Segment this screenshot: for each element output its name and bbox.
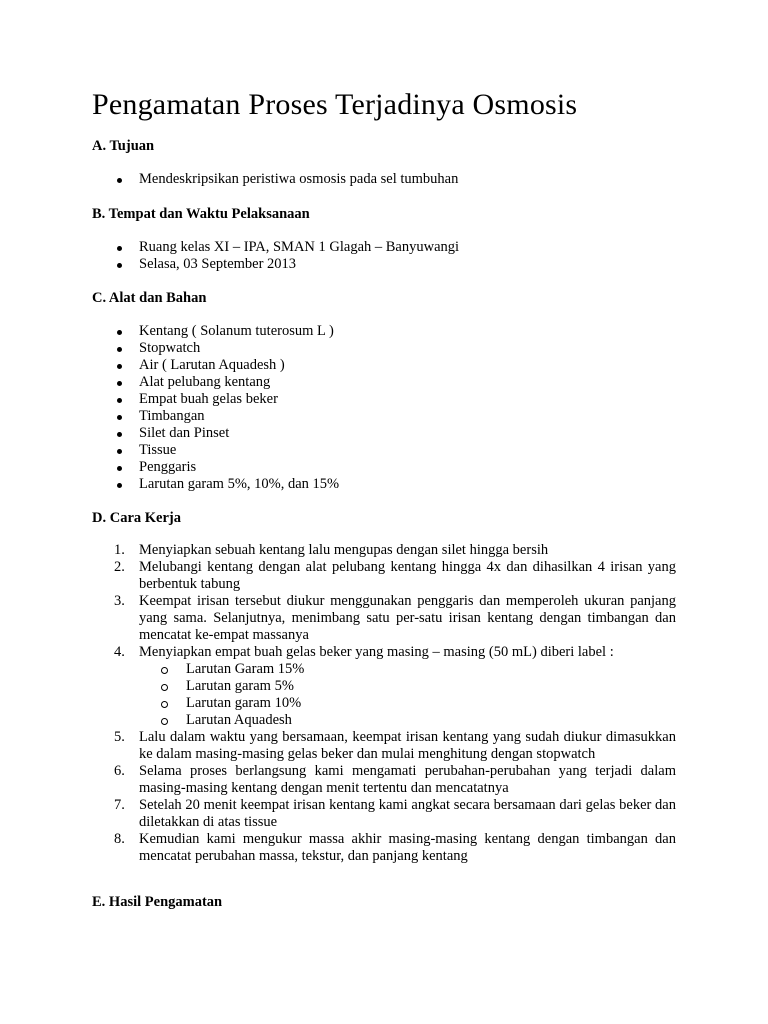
bullet-icon: [117, 246, 122, 251]
list-item: Kentang ( Solanum tuterosum L ): [92, 323, 339, 340]
step-text: Lalu dalam waktu yang bersamaan, keempat irisan kentang yang sudah diukur dimasukkan ke dalam masing-masing gelas beker dan mulai menghitung dengan stopwatch: [139, 729, 676, 762]
bullet-icon: [117, 483, 122, 488]
list-item: Selasa, 03 September 2013: [92, 256, 459, 273]
bullet-icon: [117, 178, 122, 183]
label-item: Larutan Aquadesh: [139, 712, 676, 729]
circle-bullet-icon: [161, 667, 168, 674]
label-item: Larutan garam 10%: [139, 695, 676, 712]
step-number: 3.: [114, 593, 125, 609]
bullet-icon: [117, 466, 122, 471]
section-heading-tujuan: A. Tujuan: [92, 138, 155, 154]
circle-bullet-icon: [161, 701, 168, 708]
bullet-icon: [117, 330, 122, 335]
step-number: 7.: [114, 797, 125, 813]
step-text: Kemudian kami mengukur massa akhir masing-masing kentang dengan timbangan dan mencatat perubahan massa, tekstur, dan panjang kentang: [139, 831, 676, 864]
list-item: Timbangan: [92, 408, 339, 425]
step-text: Setelah 20 menit keempat irisan kentang kami angkat secara bersamaan dari gelas beker dan diletakkan di atas tissue: [139, 797, 676, 830]
section-heading-tempat-waktu: B. Tempat dan Waktu Pelaksanaan: [92, 206, 310, 222]
step-text: Menyiapkan empat buah gelas beker yang masing – masing (50 mL) diberi label :: [139, 644, 614, 660]
step-text: Keempat irisan tersebut diukur menggunakan penggaris dan memperoleh ukuran panjang yang sama. Selanjutnya, menimbang satu per-satu irisan kentang dengan timbangan dan mencatat ke-empat massanya: [139, 593, 676, 643]
circle-bullet-icon: [161, 718, 168, 725]
section-heading-cara-kerja: D. Cara Kerja: [92, 510, 181, 526]
bullet-icon: [117, 364, 122, 369]
step-number: 1.: [114, 542, 125, 558]
list-item: Stopwatch: [92, 340, 339, 357]
bullet-icon: [117, 398, 122, 403]
bullet-icon: [117, 415, 122, 420]
step-item: [92, 593, 676, 644]
list-item: Tissue: [92, 442, 339, 459]
step-number: 4.: [114, 644, 125, 660]
page-title: Pengamatan Proses Terjadinya Osmosis: [92, 88, 578, 121]
step-number: 5.: [114, 729, 125, 745]
step-number: 8.: [114, 831, 125, 847]
list-item: Silet dan Pinset: [92, 425, 339, 442]
list-item: Empat buah gelas beker: [92, 391, 339, 408]
step-text: Selama proses berlangsung kami mengamati perubahan-perubahan yang terjadi dalam masing-masing kentang dengan menit tertentu dan mencatatnya: [139, 763, 676, 796]
step-text: Menyiapkan sebuah kentang lalu mengupas dengan silet hingga bersih: [139, 542, 549, 558]
step-number: 6.: [114, 763, 125, 779]
step-item: [92, 831, 676, 865]
bullet-icon: [117, 449, 122, 454]
section-heading-alat-bahan: C. Alat dan Bahan: [92, 290, 207, 306]
bullet-icon: [117, 381, 122, 386]
list-item: Penggaris: [92, 459, 339, 476]
step-item: [92, 559, 676, 593]
step-item: [92, 763, 676, 797]
bullet-icon: [117, 432, 122, 437]
list-item: Mendeskripsikan peristiwa osmosis pada sel tumbuhan: [92, 171, 458, 188]
label-list: [139, 661, 676, 729]
section-heading-hasil-pengamatan: E. Hasil Pengamatan: [92, 894, 223, 910]
list-item: Air ( Larutan Aquadesh ): [92, 357, 339, 374]
label-item: Larutan Garam 15%: [139, 661, 676, 678]
step-item: [92, 729, 676, 763]
cara-kerja-list: [92, 542, 676, 865]
step-item: [92, 644, 676, 729]
step-item: [92, 797, 676, 831]
bullet-icon: [117, 347, 122, 352]
tujuan-list: [92, 171, 458, 188]
alat-bahan-list: [92, 323, 339, 493]
label-item: Larutan garam 5%: [139, 678, 676, 695]
list-item: Alat pelubang kentang: [92, 374, 339, 391]
bullet-icon: [117, 263, 122, 268]
step-text: Melubangi kentang dengan alat pelubang kentang hingga 4x dan dihasilkan 4 irisan yang berbentuk tabung: [139, 559, 676, 592]
step-item: [92, 542, 676, 559]
step-number: 2.: [114, 559, 125, 575]
tempat-waktu-list: [92, 239, 459, 273]
circle-bullet-icon: [161, 684, 168, 691]
list-item: Ruang kelas XI – IPA, SMAN 1 Glagah – Banyuwangi: [92, 239, 459, 256]
list-item: Larutan garam 5%, 10%, dan 15%: [92, 476, 339, 493]
